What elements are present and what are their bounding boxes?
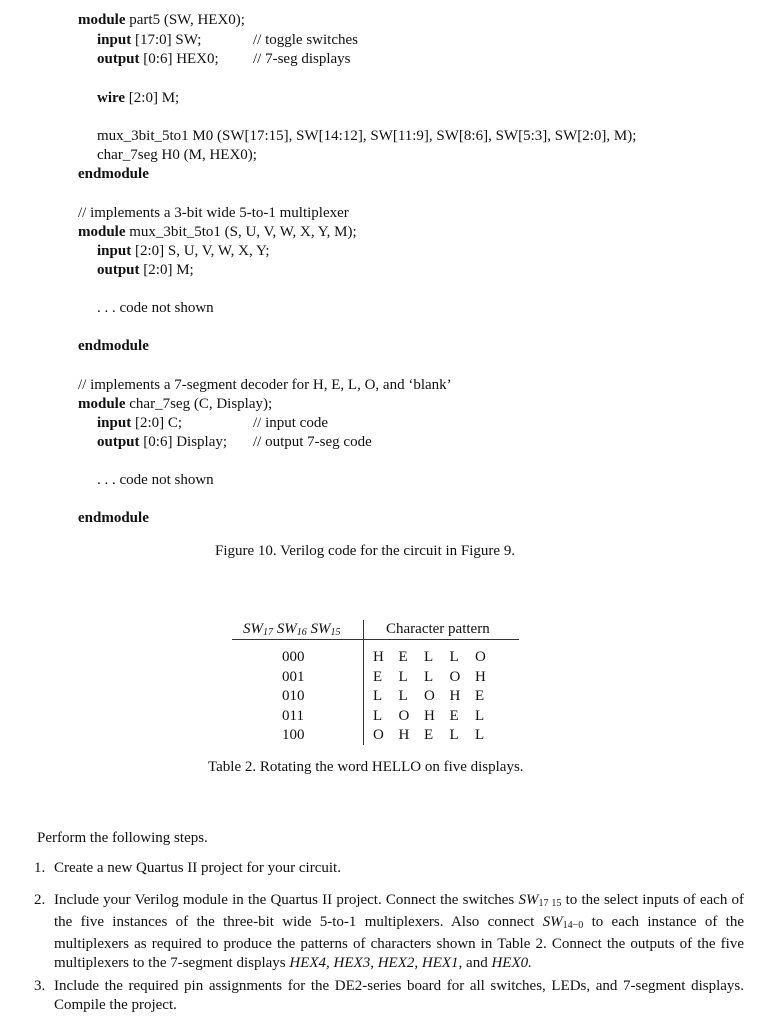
table-header-pattern: Character pattern — [386, 621, 490, 637]
display-ref: HEX4, HEX3, HEX2, HEX1, — [289, 955, 463, 971]
code-line-wire — [97, 89, 179, 108]
code-elided: . . . code not shown — [97, 472, 214, 488]
switch-ref: SW — [518, 892, 539, 908]
keyword: module — [78, 12, 126, 28]
keyword: input — [97, 32, 132, 48]
code-elided: . . . code not shown — [97, 300, 214, 316]
code-line-input-mux — [97, 242, 270, 261]
table-row-pattern — [373, 726, 501, 745]
code-comment-mux: // implements a 3-bit wide 5-to-1 multiplexer — [78, 205, 349, 221]
table-row-code: 011 — [282, 707, 304, 724]
code-line-module-part5 — [78, 11, 245, 30]
code-line-output-hex0 — [97, 50, 219, 69]
code-comment: // toggle switches — [253, 32, 358, 48]
table-row-code: 100 — [282, 727, 305, 743]
code-line-char7seg-instance: char_7seg H0 (M, HEX0); — [97, 147, 257, 163]
code-text: [2:0] M; — [139, 262, 194, 278]
pattern-char: E — [398, 649, 408, 665]
code-line-output-mux — [97, 261, 194, 280]
pattern-char: L — [424, 668, 434, 685]
code-line-input-sw — [97, 31, 201, 50]
code-text: [0:6] Display; — [139, 434, 228, 450]
step-number: 2. — [34, 892, 46, 908]
pattern-char: O — [475, 649, 486, 665]
table-row-pattern — [373, 668, 501, 687]
sw-label: SW — [310, 621, 331, 637]
keyword: module — [78, 396, 126, 412]
keyword: output — [97, 262, 140, 278]
table-row-code: 001 — [282, 668, 305, 685]
code-line-input-c — [97, 414, 182, 433]
pattern-char: O — [373, 727, 384, 743]
subscript: 14−0 — [562, 920, 584, 931]
code-text: [0:6] HEX0; — [139, 51, 219, 67]
sw-label: SW — [243, 621, 263, 637]
step-3-text: Include the required pin assignments for the DE2-series board for all switches, LEDs, and 7-segment displays. Compile the project. — [54, 978, 744, 1013]
display-ref: HEX0. — [491, 955, 532, 971]
code-comment-char7seg: // implements a 7-segment decoder for H, E, L, O, and ‘blank’ — [78, 377, 452, 393]
sw-label: SW — [276, 621, 297, 637]
step-2-text — [54, 891, 744, 973]
keyword: output — [97, 434, 140, 450]
keyword: wire — [97, 90, 126, 106]
code-text: [2:0] C; — [131, 415, 183, 431]
subscript: 17 — [263, 627, 273, 638]
code-text: part5 (SW, HEX0); — [125, 12, 245, 28]
code-line-endmodule: endmodule — [78, 338, 149, 354]
code-comment: // 7-seg displays — [253, 51, 351, 67]
table-column-rule — [363, 620, 364, 745]
step-1-text: Create a new Quartus II project for your circuit. — [54, 860, 341, 876]
pattern-char: H — [475, 668, 486, 685]
figure-caption: Figure 10. Verilog code for the circuit in Figure 9. — [215, 543, 516, 559]
code-comment: // input code — [253, 415, 328, 431]
table-row-code: 000 — [282, 649, 305, 665]
table-row-pattern — [373, 648, 501, 667]
code-line-output-display — [97, 433, 227, 452]
pattern-char: L — [475, 727, 485, 743]
pattern-char: L — [398, 688, 408, 704]
pattern-char: L — [373, 688, 383, 704]
switch-ref: SW — [542, 914, 563, 930]
pattern-char: O — [398, 707, 410, 724]
pattern-char: E — [449, 707, 459, 724]
pattern-char: O — [449, 668, 461, 685]
pattern-char: L — [475, 707, 485, 724]
step-number: 1. — [34, 860, 46, 876]
pattern-char: H — [449, 688, 461, 704]
code-text: [2:0] M; — [125, 90, 180, 106]
table-row-pattern — [373, 687, 501, 706]
code-line-module-char7seg — [78, 395, 272, 414]
subscript: 17 15 — [538, 898, 562, 909]
code-line-endmodule: endmodule — [78, 166, 149, 182]
pattern-char: L — [424, 649, 434, 665]
step-text: to each instance of the multiplexers as required to produce the patterns of characters shown in Table 2. Connect the outputs of the five multiplexers to the 7-segment displays — [54, 914, 744, 971]
pattern-char: H — [373, 649, 384, 665]
step-text: to the select inputs of each of the five instances of the three-bit wide 5-to-1 multiplexers. Also connect — [54, 892, 744, 930]
steps-intro: Perform the following steps. — [37, 830, 208, 846]
pattern-char: E — [475, 688, 485, 704]
subscript: 15 — [330, 627, 341, 638]
table-row-pattern — [373, 707, 501, 726]
table-header-rule — [232, 639, 519, 640]
table-caption: Table 2. Rotating the word HELLO on five displays. — [208, 759, 524, 775]
pattern-char: H — [424, 707, 435, 724]
keyword: output — [97, 51, 140, 67]
pattern-char: H — [398, 727, 410, 743]
code-comment: // output 7-seg code — [253, 434, 372, 450]
keyword: input — [97, 243, 132, 259]
keyword: input — [97, 415, 132, 431]
keyword: module — [78, 224, 126, 240]
pattern-char: E — [424, 727, 434, 743]
code-line-endmodule: endmodule — [78, 510, 149, 526]
code-text: char_7seg (C, Display); — [125, 396, 273, 412]
pattern-char: L — [449, 649, 459, 665]
code-line-module-mux — [78, 223, 357, 242]
code-line-mux-instance: mux_3bit_5to1 M0 (SW[17:15], SW[14:12], SW[11:9], SW[8:6], SW[5:3], SW[2:0], M); — [97, 128, 637, 144]
step-number: 3. — [34, 978, 46, 994]
pattern-char: L — [373, 707, 383, 724]
pattern-char: O — [424, 688, 435, 704]
subscript: 16 — [296, 627, 307, 638]
pattern-char: E — [373, 668, 383, 685]
code-text: [17:0] SW; — [131, 32, 202, 48]
code-text: [2:0] S, U, V, W, X, Y; — [131, 243, 270, 259]
code-text: mux_3bit_5to1 (S, U, V, W, X, Y, M); — [125, 224, 357, 240]
pattern-char: L — [398, 668, 408, 685]
table-row-code: 010 — [282, 688, 305, 704]
step-text: and — [462, 955, 492, 971]
step-text: Include your Verilog module in the Quartus II project. Connect the switches — [54, 892, 519, 908]
pattern-char: L — [449, 727, 459, 743]
